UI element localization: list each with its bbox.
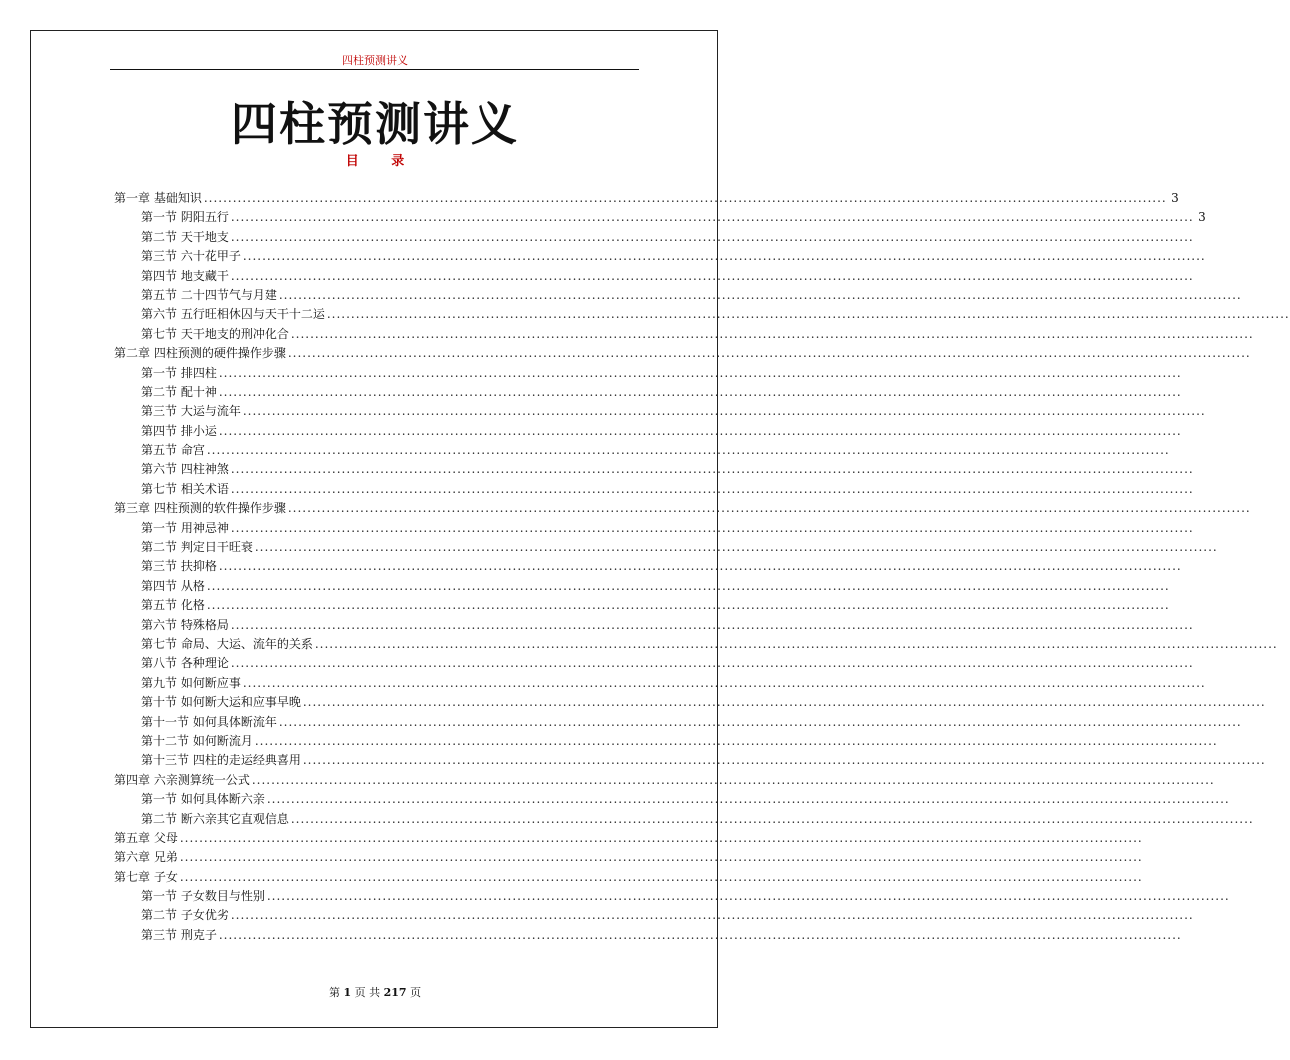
toc-entry[interactable] [114,538,1218,557]
toc-entry-title: 第一章 基础知识 [114,191,202,205]
toc-entry[interactable] [114,267,1194,286]
toc-entry[interactable] [114,926,1182,945]
toc-dot-leader: ........................................................................................................................................................................................................ [302,753,1266,768]
toc-entry-title: 第七节 命局、大运、流年的关系 [141,636,313,651]
toc-dot-leader: ........................................................................................................................................................................................................ [251,772,1215,787]
footer-total-pages: 217 [383,986,407,999]
toc-entry[interactable] [114,751,1266,770]
toc-entry-title: 第五节 二十四节气与月建 [141,287,277,302]
toc-dot-leader: ........................................................................................................................................................................................................ [206,598,1170,613]
toc-entry[interactable] [114,228,1194,247]
toc-page-number: 3 [1198,210,1206,225]
toc-entry[interactable] [114,422,1182,441]
toc-dot-leader: ........................................................................................................................................................................................................ [326,307,1290,322]
toc-entry-title: 第一节 如何具体断六亲 [141,792,265,807]
toc-dot-leader: ........................................................................................................................................................................................................ [206,578,1170,593]
toc-entry-title: 第三章 四柱预测的软件操作步骤 [114,501,286,516]
toc-dot-leader: ........................................................................................................................................................................................................ [242,675,1206,690]
toc-entry[interactable] [114,713,1242,732]
toc-entry-title: 第七节 相关术语 [141,481,229,496]
toc-entry-title: 第二节 配十神 [141,384,217,399]
toc-dot-leader: ........................................................................................................................................................................................................ [254,540,1218,555]
toc-entry-title: 第一节 用神忌神 [141,520,229,535]
toc-entry-title: 第二节 子女优劣 [141,908,229,923]
toc-dot-leader: ........................................................................................................................................................................................................ [254,733,1218,748]
page-footer [0,984,750,1000]
toc-dot-leader: ........................................................................................................................................................................................................ [230,210,1194,225]
toc-entry-title: 第四章 六亲测算统一公式 [114,772,250,787]
toc-entry[interactable] [114,305,1290,324]
toc-dot-leader: ........................................................................................................................................................................................................ [242,404,1206,419]
toc-dot-leader: ........................................................................................................................................................................................................ [230,481,1194,496]
toc-entry-title: 第三节 六十花甲子 [141,249,241,264]
toc-entry[interactable] [114,383,1182,402]
toc-entry[interactable] [114,635,1278,654]
toc-dot-leader: ........................................................................................................................................................................................................ [278,287,1242,302]
toc-dot-leader: ........................................................................................................................................................................................................ [302,695,1266,710]
toc-entry-title: 第三节 刑克子 [141,927,217,942]
toc-entry-title: 第十二节 如何断流月 [141,733,253,748]
toc-entry[interactable] [114,441,1170,460]
toc-entry[interactable] [114,344,1251,363]
toc-dot-leader: ........................................................................................................................................................................................................ [218,423,1182,438]
footer-suffix: 页 [410,986,422,999]
toc-dot-leader: ........................................................................................................................................................................................................ [218,384,1182,399]
toc-entry[interactable] [114,364,1182,383]
toc-dot-leader: ........................................................................................................................................................................................................ [287,346,1251,361]
toc-dot-leader: ........................................................................................................................................................................................................ [206,443,1170,458]
toc-entry-title: 第三节 大运与流年 [141,404,241,419]
toc-heading: 目 录 [345,154,419,169]
toc-entry[interactable] [114,868,1143,887]
toc-entry-title: 第八节 各种理论 [141,656,229,671]
toc-entry-title: 第七节 天干地支的刑冲化合 [141,326,289,341]
toc-entry[interactable] [114,848,1143,867]
toc-entry[interactable] [114,480,1194,499]
toc-entry-title: 第五节 化格 [141,598,205,613]
toc-entry-title: 第七章 子女 [114,869,178,884]
toc-entry[interactable] [114,887,1230,906]
toc-entry-title: 第六节 四柱神煞 [141,462,229,477]
toc-entry-title: 第十三节 四柱的走运经典喜用 [141,753,301,768]
toc-page-number: 3 [1171,191,1179,205]
toc-dot-leader: ........................................................................................................................................................................................................ [230,520,1194,535]
toc-entry[interactable] [114,208,1206,227]
toc-entry-title: 第一节 阴阳五行 [141,210,229,225]
toc-dot-leader: ........................................................................................................................................................................................................ [290,326,1254,341]
toc-dot-leader: ........................................................................................................................................................................................................ [230,462,1194,477]
toc-entry[interactable] [114,810,1254,829]
running-header: 四柱预测讲义 [342,54,408,67]
toc-dot-leader: ........................................................................................................................................................................................................ [290,811,1254,826]
toc-dot-leader: ........................................................................................................................................................................................................ [179,850,1143,865]
toc-entry-title: 第六节 特殊格局 [141,617,229,632]
toc-entry[interactable] [114,596,1170,615]
toc-dot-leader: ........................................................................................................................................................................................................ [278,714,1242,729]
toc-entry-title: 第一节 子女数目与性别 [141,889,265,904]
toc-dot-leader: ........................................................................................................................................................................................................ [218,927,1182,942]
header-rule [110,69,639,70]
toc-entry-title: 第四节 地支藏干 [141,268,229,283]
document-title: 四柱预测讲义 [231,97,519,151]
toc-entry[interactable] [114,654,1194,673]
toc-entry-title: 第九节 如何断应事 [141,675,241,690]
toc-entry-title: 第五节 命宫 [141,443,205,458]
toc-dot-leader: ........................................................................................................................................................................................................ [287,501,1251,516]
toc-dot-leader: ........................................................................................................................................................................................................ [230,229,1194,244]
toc-entry-title: 第二章 四柱预测的硬件操作步骤 [114,346,286,361]
toc-entry[interactable] [114,577,1170,596]
toc-entry[interactable] [114,906,1194,925]
toc-entry-title: 第六章 兄弟 [114,850,178,865]
table-of-contents [114,189,1290,945]
toc-entry-title: 第一节 排四柱 [141,365,217,380]
toc-entry-title: 第五章 父母 [114,830,178,845]
toc-entry[interactable] [114,732,1218,751]
toc-entry-title: 第二节 断六亲其它直观信息 [141,811,289,826]
toc-entry[interactable] [114,829,1143,848]
toc-dot-leader: ........................................................................................................................................................................................................ [230,617,1194,632]
toc-entry-title: 第十节 如何断大运和应事早晚 [141,695,301,710]
toc-entry-title: 第三节 扶抑格 [141,559,217,574]
toc-dot-leader: ........................................................................................................................................................................................................ [230,268,1194,283]
toc-entry[interactable] [114,247,1206,266]
toc-entry-title: 第四节 从格 [141,578,205,593]
toc-entry[interactable] [114,557,1182,576]
toc-dot-leader: ........................................................................................................................................................................................................ [314,636,1278,651]
toc-entry[interactable] [114,325,1254,344]
toc-dot-leader: ........................................................................................................................................................................................................ [218,365,1182,380]
toc-dot-leader: ........................................................................................................................................................................................................ [230,908,1194,923]
toc-dot-leader: ........................................................................................................................................................................................................ [203,191,1167,205]
toc-entry[interactable] [114,189,1179,208]
toc-entry-title: 第二节 判定日干旺衰 [141,540,253,555]
toc-entry-title: 第六节 五行旺相休囚与天干十二运 [141,307,325,322]
footer-prefix: 第 [328,986,340,999]
toc-entry-title: 第十一节 如何具体断流年 [141,714,277,729]
toc-entry[interactable] [114,674,1206,693]
toc-dot-leader: ........................................................................................................................................................................................................ [242,249,1206,264]
footer-current-page: 1 [343,986,352,999]
toc-entry[interactable] [114,771,1215,790]
toc-entry[interactable] [114,286,1242,305]
toc-entry-title: 第四节 排小运 [141,423,217,438]
toc-dot-leader: ........................................................................................................................................................................................................ [230,656,1194,671]
toc-entry[interactable] [114,499,1251,518]
footer-middle: 页 共 [354,986,381,999]
toc-entry[interactable] [114,790,1230,809]
toc-entry-title: 第二节 天干地支 [141,229,229,244]
toc-dot-leader: ........................................................................................................................................................................................................ [266,889,1230,904]
toc-entry[interactable] [114,402,1206,421]
toc-dot-leader: ........................................................................................................................................................................................................ [179,869,1143,884]
toc-dot-leader: ........................................................................................................................................................................................................ [179,830,1143,845]
toc-entry[interactable] [114,519,1194,538]
toc-entry[interactable] [114,693,1266,712]
toc-dot-leader: ........................................................................................................................................................................................................ [266,792,1230,807]
toc-entry[interactable] [114,460,1194,479]
toc-dot-leader: ........................................................................................................................................................................................................ [218,559,1182,574]
toc-entry[interactable] [114,616,1194,635]
